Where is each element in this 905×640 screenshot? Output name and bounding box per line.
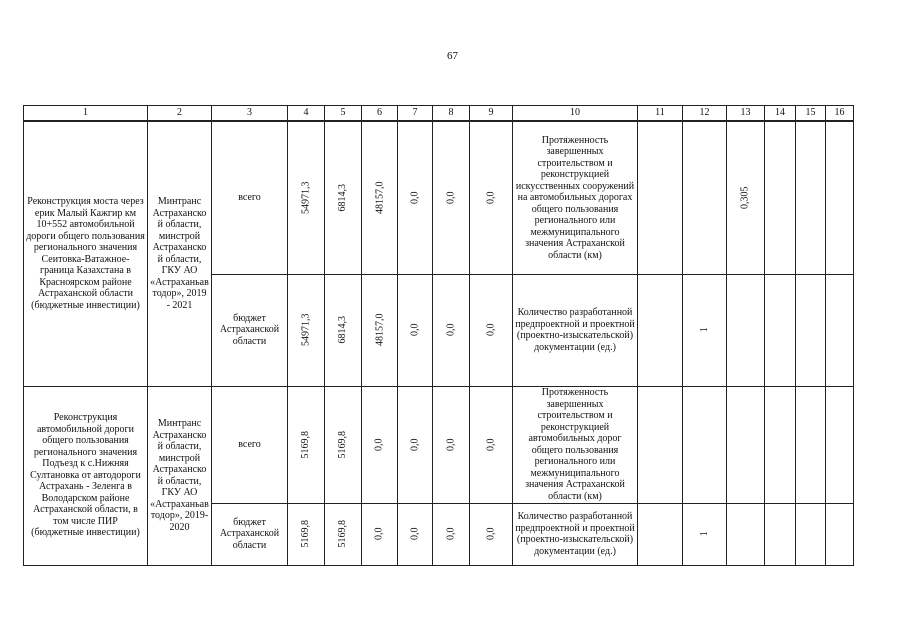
value-cell bbox=[398, 274, 433, 386]
funding-source: бюджет Астраханской области bbox=[212, 274, 288, 386]
value-cell bbox=[398, 121, 433, 274]
value-cell bbox=[362, 386, 398, 503]
indicator-cell: Протяженность завершенных строительством и реконструкцией автомобильных дорог общего пользования регионального или межмуниципального значения Астраханской области (км) bbox=[513, 386, 638, 503]
table-row bbox=[24, 386, 854, 503]
header-cell: 2 bbox=[148, 106, 212, 122]
value-cell bbox=[325, 121, 362, 274]
value-cell bbox=[433, 274, 470, 386]
header-cell: 12 bbox=[683, 106, 727, 122]
value-cell bbox=[638, 503, 683, 565]
value-cell bbox=[727, 503, 765, 565]
value-cell bbox=[683, 386, 727, 503]
value-text: 1 bbox=[698, 531, 710, 537]
value-cell bbox=[796, 121, 826, 274]
value-cell bbox=[325, 503, 362, 565]
value-cell bbox=[325, 386, 362, 503]
value-cell bbox=[826, 121, 854, 274]
value-cell bbox=[362, 121, 398, 274]
value-cell bbox=[727, 386, 765, 503]
value-cell bbox=[288, 274, 325, 386]
value-text: 0,0 bbox=[485, 527, 497, 541]
value-cell bbox=[826, 274, 854, 386]
header-row bbox=[24, 106, 854, 122]
value-cell bbox=[727, 121, 765, 274]
value-text: 0,0 bbox=[445, 323, 457, 337]
funding-source: бюджет Астраханской области bbox=[212, 503, 288, 565]
indicator-cell: Протяженность завершенных строительством и реконструкцией искусственных сооружений на автомобильных дорогах общего пользования регионального или межмуниципального значения Астраханской области (км) bbox=[513, 121, 638, 274]
header-cell: 14 bbox=[765, 106, 796, 122]
value-text: 0,0 bbox=[445, 438, 457, 451]
value-cell bbox=[826, 386, 854, 503]
project-name: Реконструкция моста через ерик Малый Кажгир км 10+552 автомобильной дороги общего пользования регионального значения Сеитовка-Ватажное-граница Казахстана в Красноярском районе Астраханской области (бюджетные инвестиции) bbox=[24, 121, 148, 386]
header-cell: 4 bbox=[288, 106, 325, 122]
value-text: 5169,8 bbox=[300, 520, 312, 548]
value-cell bbox=[796, 386, 826, 503]
value-cell bbox=[765, 503, 796, 565]
header-cell: 3 bbox=[212, 106, 288, 122]
header-cell: 8 bbox=[433, 106, 470, 122]
indicator-cell: Количество разработанной предпроектной и проектной (проектно-изыскательской) документации (ед.) bbox=[513, 274, 638, 386]
value-text: 0,0 bbox=[445, 191, 457, 204]
value-text: 5169,8 bbox=[337, 430, 349, 459]
value-cell bbox=[683, 274, 727, 386]
value-cell bbox=[433, 503, 470, 565]
value-cell bbox=[765, 274, 796, 386]
value-text: 0,0 bbox=[409, 438, 421, 451]
value-cell bbox=[826, 503, 854, 565]
value-text: 1 bbox=[698, 327, 710, 333]
value-text: 0,0 bbox=[409, 191, 421, 204]
value-cell bbox=[470, 503, 513, 565]
project-executor: Минтранс Астраханской области, минстрой Астраханской области, ГКУ АО «Астраханьавтодор», 2019 - 2021 bbox=[148, 121, 212, 386]
value-cell bbox=[398, 386, 433, 503]
header-cell: 7 bbox=[398, 106, 433, 122]
value-text: 0,305 bbox=[739, 186, 751, 209]
header-cell: 16 bbox=[826, 106, 854, 122]
value-cell bbox=[433, 386, 470, 503]
value-cell bbox=[638, 121, 683, 274]
funding-source: всего bbox=[212, 386, 288, 503]
value-cell bbox=[398, 503, 433, 565]
value-text: 48157,0 bbox=[374, 181, 386, 214]
page-number: 67 bbox=[447, 50, 458, 62]
value-cell bbox=[638, 386, 683, 503]
value-text: 54971,3 bbox=[300, 313, 312, 347]
value-text: 0,0 bbox=[373, 527, 385, 541]
header-cell: 1 bbox=[24, 106, 148, 122]
value-text: 5169,8 bbox=[300, 430, 312, 459]
header-cell: 11 bbox=[638, 106, 683, 122]
value-cell bbox=[433, 121, 470, 274]
value-text: 0,0 bbox=[485, 191, 497, 204]
value-cell bbox=[683, 503, 727, 565]
value-cell bbox=[796, 274, 826, 386]
value-text: 48157,0 bbox=[374, 313, 386, 347]
value-cell bbox=[796, 503, 826, 565]
value-text: 54971,3 bbox=[300, 181, 312, 214]
value-cell bbox=[470, 274, 513, 386]
header-cell: 6 bbox=[362, 106, 398, 122]
value-cell bbox=[765, 386, 796, 503]
header-cell: 9 bbox=[470, 106, 513, 122]
project-executor: Минтранс Астраханской области, минстрой Астраханской области, ГКУ АО «Астраханьавтодор», 2019-2020 bbox=[148, 386, 212, 565]
project-name: Реконструкция автомобильной дороги общего пользования регионального значения Подъезд к с.Нижняя Султановка от автодороги Астрахань - Зеленга в Володарском районе Астраханской области, в том числе ПИР (бюджетные инвестиции) bbox=[24, 386, 148, 565]
indicator-cell: Количество разработанной предпроектной и проектной (проектно-изыскательской) документации (ед.) bbox=[513, 503, 638, 565]
value-text: 0,0 bbox=[409, 323, 421, 337]
program-table bbox=[23, 105, 854, 566]
value-text: 0,0 bbox=[485, 438, 497, 451]
value-cell bbox=[683, 121, 727, 274]
value-text: 6814,3 bbox=[337, 184, 349, 212]
value-text: 0,0 bbox=[373, 438, 385, 451]
value-text: 0,0 bbox=[409, 527, 421, 541]
header-cell: 13 bbox=[727, 106, 765, 122]
value-cell bbox=[638, 274, 683, 386]
header-cell: 15 bbox=[796, 106, 826, 122]
value-cell bbox=[325, 274, 362, 386]
value-cell bbox=[288, 503, 325, 565]
value-text: 5169,8 bbox=[337, 520, 349, 548]
table-row bbox=[24, 121, 854, 274]
funding-source: всего bbox=[212, 121, 288, 274]
header-cell: 5 bbox=[325, 106, 362, 122]
header-cell: 10 bbox=[513, 106, 638, 122]
value-cell bbox=[470, 121, 513, 274]
value-cell bbox=[362, 503, 398, 565]
value-cell bbox=[362, 274, 398, 386]
value-cell bbox=[288, 121, 325, 274]
value-text: 6814,3 bbox=[337, 316, 349, 344]
value-cell bbox=[470, 386, 513, 503]
value-cell bbox=[727, 274, 765, 386]
value-text: 0,0 bbox=[445, 527, 457, 541]
value-cell bbox=[288, 386, 325, 503]
value-cell bbox=[765, 121, 796, 274]
value-text: 0,0 bbox=[485, 323, 497, 337]
